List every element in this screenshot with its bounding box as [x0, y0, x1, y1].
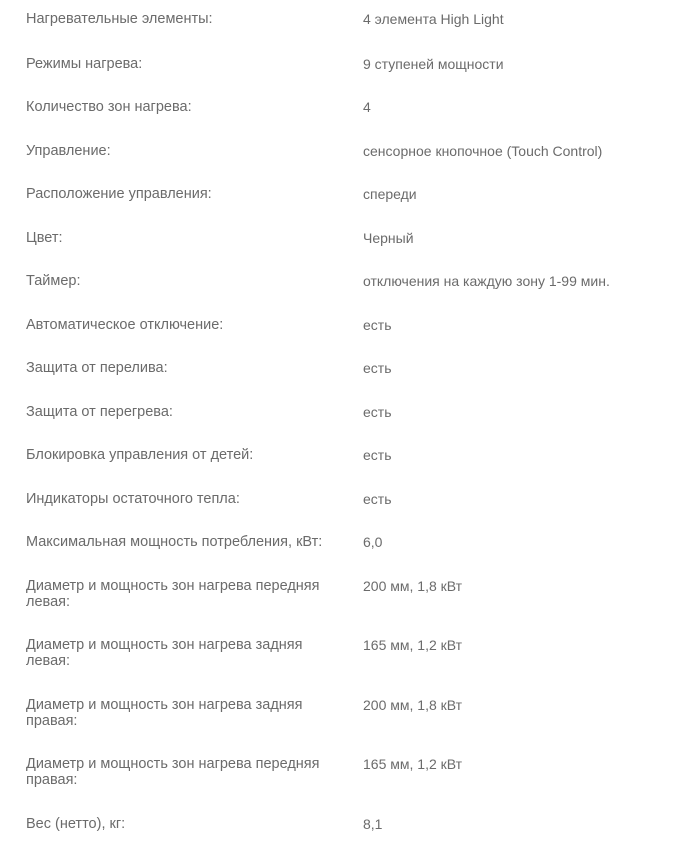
spec-label: Количество зон нагрева:: [26, 99, 192, 115]
spec-label: Диаметр и мощность зон нагрева задняя левая:: [26, 637, 303, 669]
spec-value: есть: [363, 404, 392, 420]
spec-label: Максимальная мощность потребления, кВт:: [26, 534, 323, 550]
spec-value: 6,0: [363, 534, 383, 550]
spec-value: сенсорное кнопочное (Touch Control): [363, 143, 603, 159]
spec-value: 165 мм, 1,2 кВт: [363, 637, 463, 653]
spec-label: Вес (нетто), кг:: [26, 816, 126, 832]
spec-value: есть: [363, 317, 392, 333]
spec-value: 200 мм, 1,8 кВт: [363, 697, 463, 713]
spec-value: есть: [363, 360, 392, 376]
spec-value: 200 мм, 1,8 кВт: [363, 578, 463, 594]
spec-label: Диаметр и мощность зон нагрева задняя правая:: [26, 697, 303, 729]
spec-label: Диаметр и мощность зон нагрева передняя левая:: [26, 578, 320, 610]
spec-value: 9 ступеней мощности: [363, 56, 504, 72]
spec-label: Таймер:: [26, 273, 81, 289]
spec-label: Автоматическое отключение:: [26, 317, 224, 333]
spec-value: есть: [363, 447, 392, 463]
spec-label: Расположение управления:: [26, 186, 212, 202]
spec-label: Управление:: [26, 143, 111, 159]
spec-label: Защита от перелива:: [26, 360, 168, 376]
spec-value: спереди: [363, 186, 417, 202]
spec-value: Черный: [363, 230, 414, 246]
spec-label: Нагревательные элементы:: [26, 11, 213, 27]
spec-value: 8,1: [363, 816, 383, 832]
spec-value: есть: [363, 491, 392, 507]
spec-value: 165 мм, 1,2 кВт: [363, 756, 463, 772]
spec-label: Диаметр и мощность зон нагрева передняя правая:: [26, 756, 320, 788]
spec-label: Режимы нагрева:: [26, 56, 143, 72]
spec-label: Блокировка управления от детей:: [26, 447, 254, 463]
spec-value: 4 элемента High Light: [363, 11, 504, 27]
spec-value: отключения на каждую зону 1-99 мин.: [363, 273, 610, 289]
spec-value: 4: [363, 99, 371, 115]
spec-label: Цвет:: [26, 230, 63, 246]
spec-label: Индикаторы остаточного тепла:: [26, 491, 240, 507]
spec-label: Защита от перегрева:: [26, 404, 173, 420]
